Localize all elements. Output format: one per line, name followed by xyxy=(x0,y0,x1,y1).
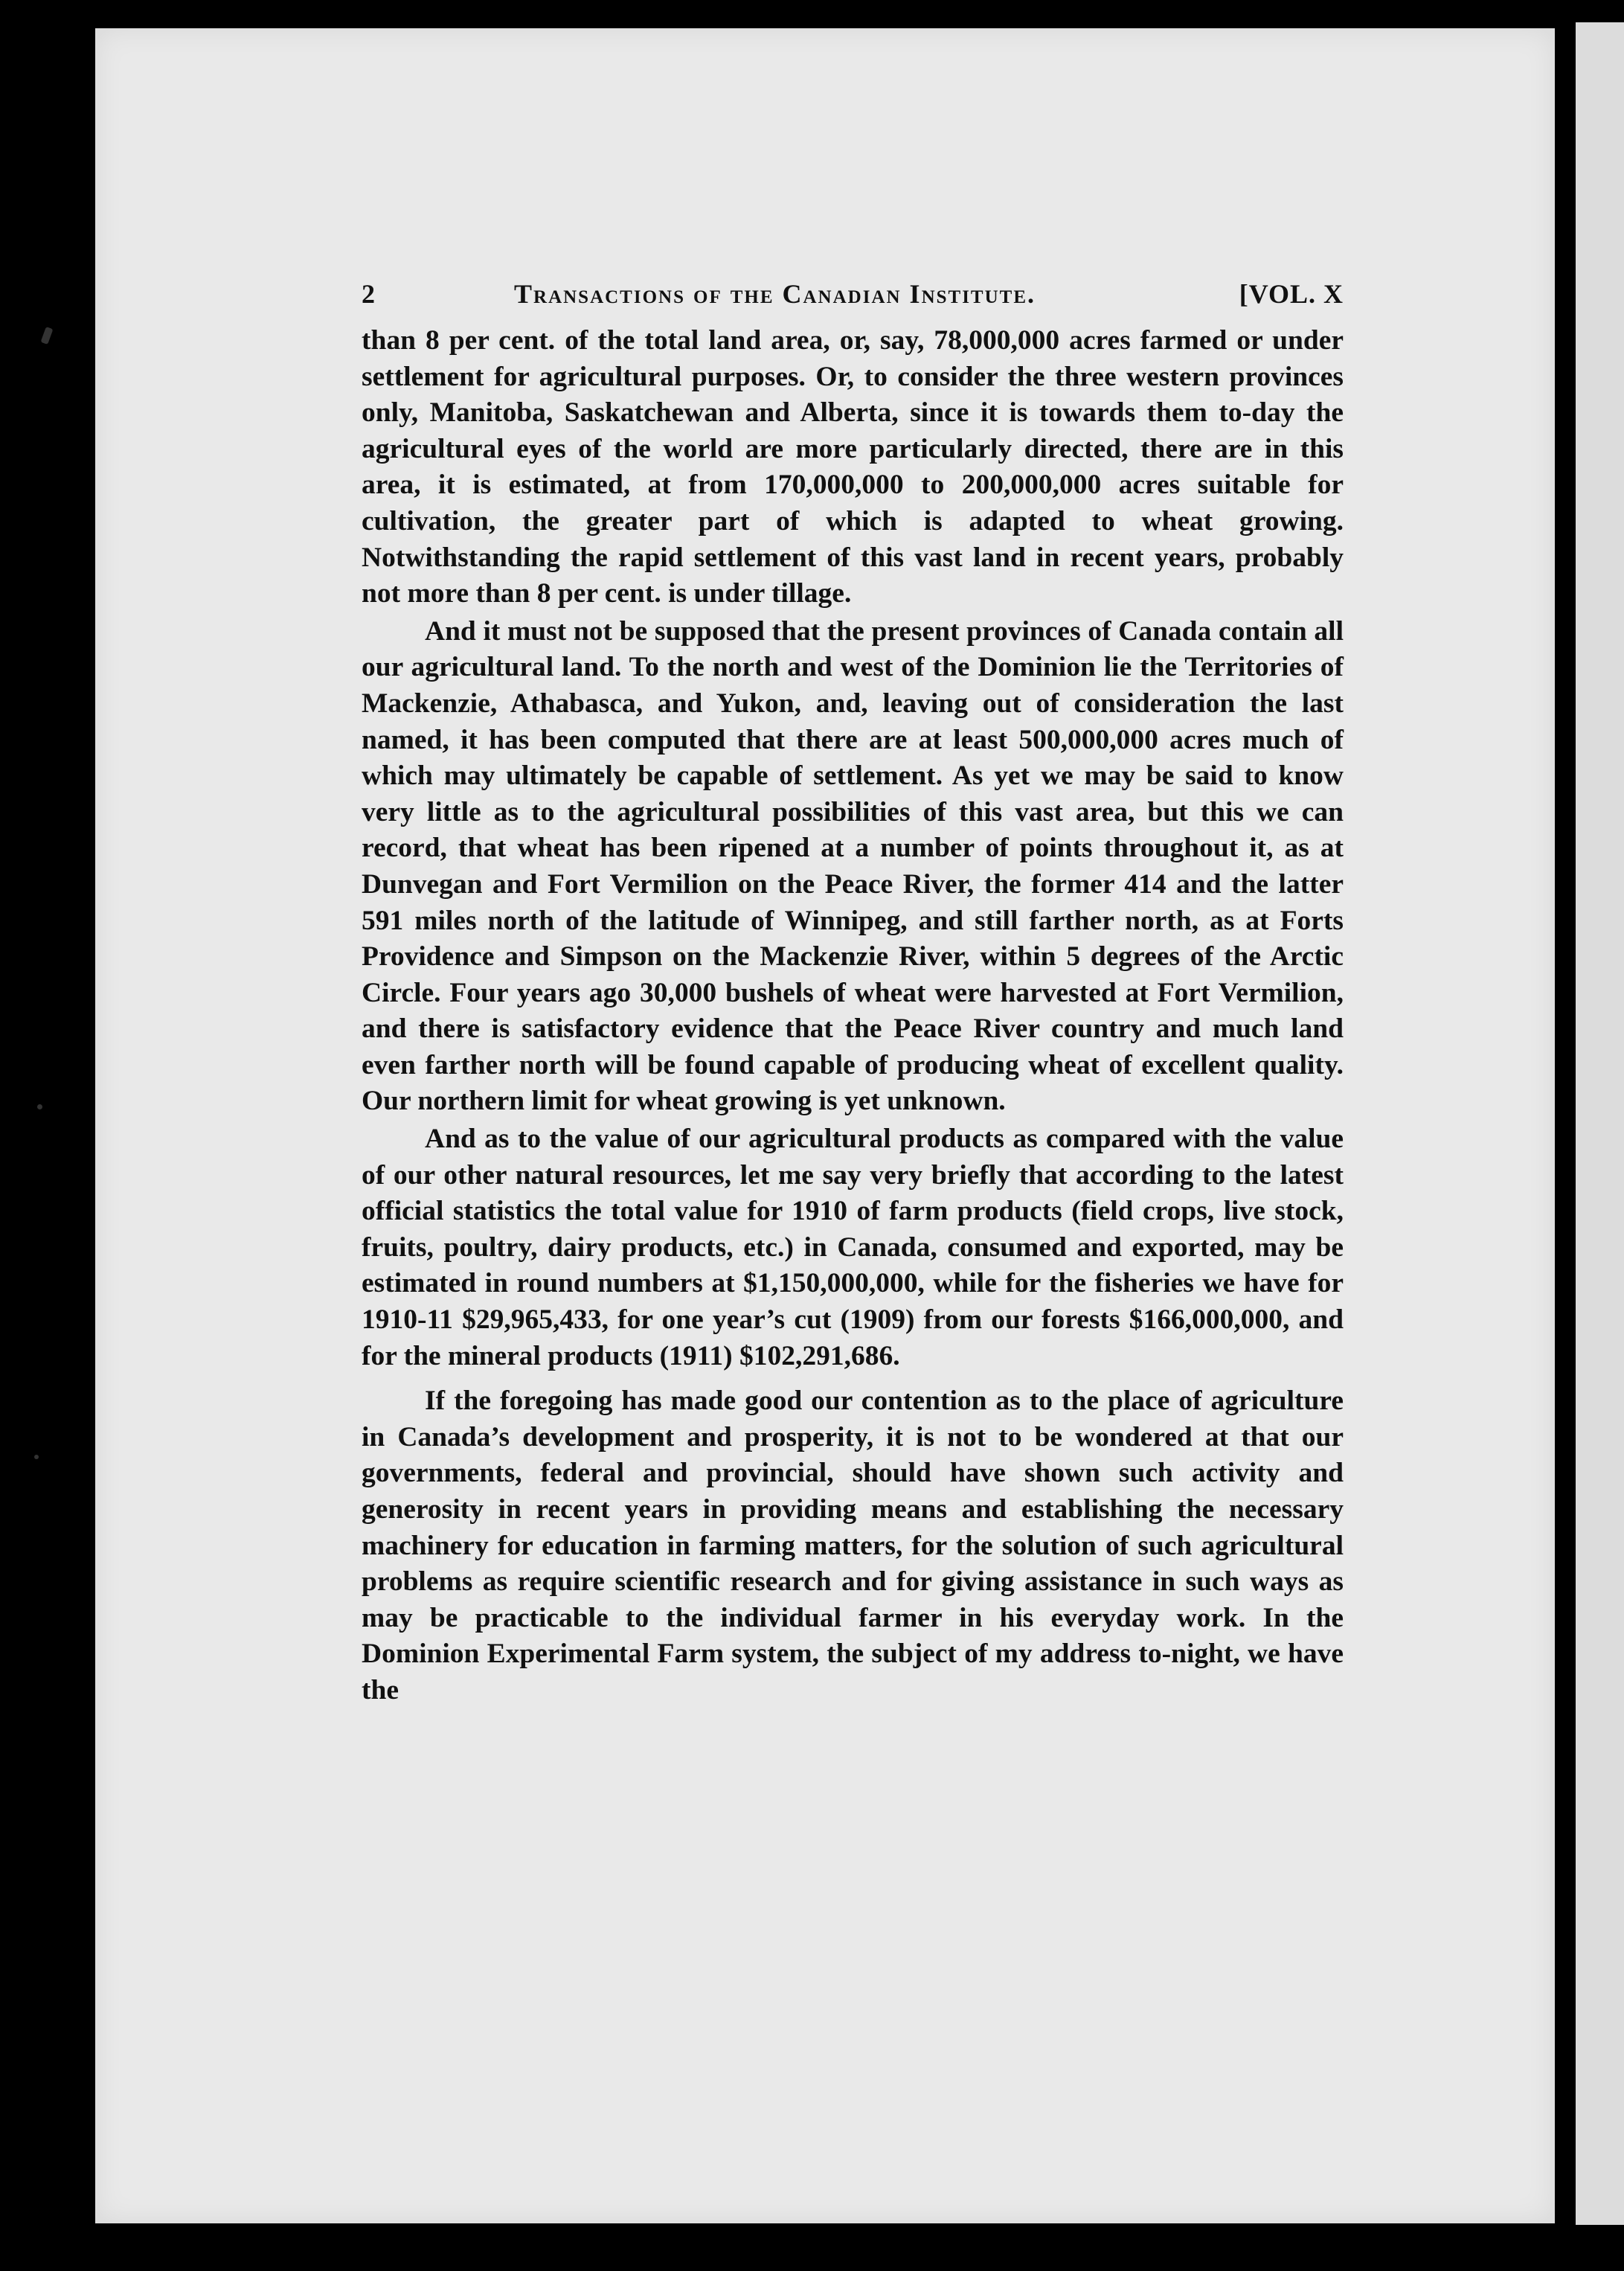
page-number: 2 xyxy=(362,279,376,309)
margin-mark xyxy=(41,327,54,345)
margin-mark xyxy=(34,1455,39,1459)
volume-label: [VOL. X xyxy=(1239,279,1344,309)
running-head xyxy=(362,278,1344,323)
paragraph-2: And it must not be supposed that the present provinces of Canada contain all our agricultural land. To the north and west of the Dominion lie the Territories of Mackenzie, Athabasca, and Yukon, and, leaving out of consideration the last named, it has been computed that there are at least 500,000,000 acres much of which may ultimately be capable of settlement. As yet we may be said to know very little as to the agricultural possibilities of this vast area, but this we can record, that wheat has been ripened at a number of points throughout it, as at Dunvegan and Fort Vermilion on the Peace River, the former 414 and the latter 591 miles north of the latitude of Winnipeg, and still farther north, as at Forts Providence and Simpson on the Mackenzie River, within 5 degrees of the Arctic Circle. Four years ago 30,000 bushels of wheat were harvested at Fort Vermilion, and there is satisfactory evidence that the Peace River country and much land even farther north will be found capable of producing wheat of excellent quality. Our northern limit for wheat growing is yet unknown. xyxy=(362,615,1344,1117)
page-content xyxy=(362,278,1344,1709)
paragraph-1: than 8 per cent. of the total land area, or, say, 78,000,000 acres farmed or under settlement for agricultural purposes. Or, to consider the three western provinces only, Manitoba, Saskatchewan and Alberta, since it is towards them to-day the agricultural eyes of the world are more particularly directed, there are in this area, it is estimated, at from 170,000,000 to 200,000,000 acres suitable for cultivation, the greater part of which is adapted to wheat growing. Notwithstanding the rapid settlement of this vast land in recent years, probably not more than 8 per cent. is under tillage. xyxy=(362,325,1344,609)
margin-mark xyxy=(37,1104,42,1109)
paragraph-4: If the foregoing has made good our contention as to the place of agriculture in Canada’s development and prosperity, it is not to be wondered at that our governments, federal and provincial, should have shown such activity and generosity in recent years in providing means and establishing the necessary machinery for education in farming matters, for the solution of such agricultural problems as require scientific research and for giving assistance in such ways as may be practicable to the individual farmer in his everyday work. In the Dominion Experimental Farm system, the subject of my address to-night, we have the xyxy=(362,1386,1344,1705)
running-title: Transactions of the Canadian Institute. xyxy=(514,279,1036,309)
adjacent-page-edge xyxy=(1576,22,1624,2225)
paragraph-3: And as to the value of our agricultural products as compared with the value of our other natural resources, let me say very briefly that according to the latest official statistics the total value for 1910 of farm products (field crops, live stock, fruits, poultry, dairy products, etc.) in Canada, consumed and exported, may be estimated in round numbers at $1,150,000,000, while for the fisheries we have for 1910-11 $29,965,433, for one year’s cut (1909) from our forests $166,000,000, and for the mineral products (1911) $102,291,686. xyxy=(362,1124,1344,1371)
